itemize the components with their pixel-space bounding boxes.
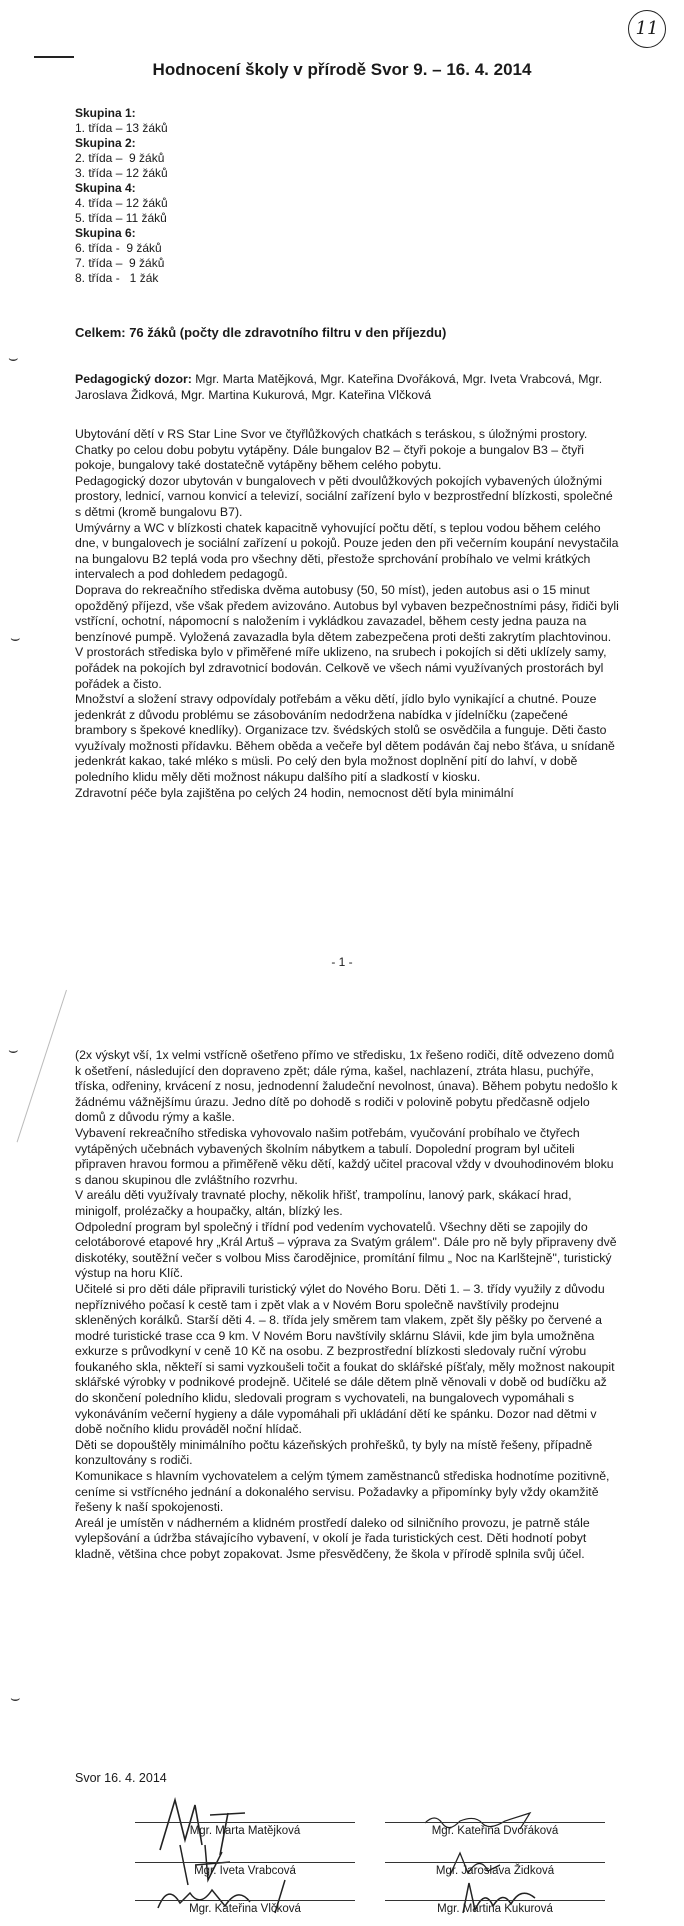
paragraph: Vybavení rekreačního střediska vyhovovalo našim potřebám, vyučování probíhalo ve čtyřech vytápěných učebnách vybavených školním nábytkem a tabulí. Dopolední program byl učiteli připraven hravou formou a přiměřeně věku dětí, každý učitel pracoval vždy v dvouhodinovém bloku s danou skupinou dle zvláštního rozvrhu. [75, 1125, 614, 1187]
signature-line: Mgr. Kateřina Vlčková [135, 1900, 355, 1915]
paragraph: Zdravotní péče byla zajištěna po celých 24 hodin, nemocnost dětí byla minimální [75, 785, 514, 800]
group-list [75, 106, 168, 286]
paragraph: Komunikace s hlavním vychovatelem a celým týmem zaměstnanců střediska hodnotíme pozitivně, ceníme si vstřícného jednání a dokonalého servisu. Požadavky a připomínky byly vždy okamžitě řešeny k naší spokojenosti. [75, 1469, 610, 1515]
pedagogical-supervision [75, 372, 620, 403]
paragraph: Učitelé si pro děti dále připravili turistický výlet do Nového Boru. Děti 1. – 3. třídy využily z důvodu nepříznivého počasí k cestě tam i zpět vlak a v Novém Boru společně navštívily prodejnu skleněných korálků. Starší děti 4. – 8. třída jely směrem tam vlakem, zpět šly pěšky po červené a modré turistické trase cca 9 km. V Novém Boru navštívily sklárnu Slávii, kde jim byla umožněna exkurze s průvodkyní v ceně 10 Kč na osobu. Z bezprostřední blízkosti sledovaly ruční výrobu foukaného skla, někteří si sami vyzkoušeli točit a foukat do sklářské píšťaly, měly možnost nakoupit sklářské výrobky v podnikové prodejně. Učitelé se dále dětem plně věnovali v době od budíčku až do skončení poledního klidu, sledovali program s vychovateli, na bungalovech vypomáhali s vykonáváním večerní hygieny a dále vypomáhali při ukládání dětí ke spánku. Dozor nad dětmi v době nočního klidu prováděl noční hlídač. [75, 1281, 615, 1437]
paragraph: Areál je umístěn v nádherném a klidném prostředí daleko od silničního provozu, je patrně stále vylepšování a údržba stávajícího vybavení, v okolí je řada turistických cest. Děti hodnotí pobyt kladně, většina chce pobyt zopakovat. Jsme přesvědčeny, že škola v přírodě splnila svůj účel. [75, 1515, 590, 1561]
signature-line: Mgr. Kateřina Dvořáková [385, 1822, 605, 1837]
paragraph: Děti se dopouštěly minimálního počtu kázeňských prohřešků, ty byly na místě řešeny, případně konzultovány s rodiči. [75, 1437, 593, 1468]
margin-tick-icon: ⌣ [8, 350, 19, 367]
group-class: 5. třída – 11 žáků [75, 211, 167, 225]
paragraph: Doprava do rekreačního střediska dvěma autobusy (50, 50 míst), jeden autobus asi o 15 minut opožděný příjezd, vše však předem avizováno. Autobus byl vybaven bezpečnostními pásy, řidiči byli vstřícní, ochotní, nápomocní s naložením i vykládkou zavazadel, během cesty jedna pauza na benzínové pumpě. Vyložená zavazadla byla dětem zabezpečena proti dešti zakrytím plachtovinou. [75, 582, 619, 644]
group-class: 7. třída – 9 žáků [75, 256, 165, 270]
circled-page-number: 11 [628, 10, 666, 48]
group-class: 1. třída – 13 žáků [75, 121, 168, 135]
group-name: Skupina 4: [75, 181, 136, 195]
group-class: 4. třída – 12 žáků [75, 196, 168, 210]
signature-line: Mgr. Martina Kukurová [385, 1900, 605, 1915]
paragraph: (2x výskyt vší, 1x velmi vstřícně ošetřeno přímo ve středisku, 1x řešeno rodiči, dítě odvezeno domů k ošetření, následující den dopraveno zpět; dále rýma, kašel, nachlazení, ztráta hlasu, puchýře, tříska, odřeniny, krvácení z nosu, jednodenní žaludeční nevolnost, únava). Během pobytu nedošlo k žádnému vážnějšímu úrazu. Jedno dítě po dohodě s rodiči v polovině pobytu předčasně odjelo domů z důvodu rýmy a kašle. [75, 1048, 618, 1125]
group-name: Skupina 2: [75, 136, 136, 150]
signature-line: Mgr. Iveta Vrabcová [135, 1862, 355, 1877]
total-pupils: Celkem: 76 žáků (počty dle zdravotního filtru v den příjezdu) [75, 325, 447, 340]
group-class: 6. třída - 9 žáků [75, 241, 162, 255]
page2-body [75, 1048, 620, 1563]
signature-line: Mgr. Marta Matějková [135, 1822, 355, 1837]
page-footer-number: - 1 - [331, 955, 353, 969]
paragraph: Pedagogický dozor ubytován v bungalovech v pěti dvoulůžkových pokojích vybavených úložnými prostory, lednicí, varnou konvicí a televizí, sociální zařízení bylo v bezprostřední blízkosti, společné s dětmi (kromě bungalovu B7). [75, 473, 613, 519]
margin-dash [34, 56, 74, 58]
pencil-stroke [17, 990, 67, 1142]
group-class: 3. třída – 12 žáků [75, 166, 168, 180]
group-name: Skupina 6: [75, 226, 136, 240]
document-title: Hodnocení školy v přírodě Svor 9. – 16. 4. 2014 [152, 60, 532, 79]
signing-date: Svor 16. 4. 2014 [75, 1771, 167, 1785]
paragraph: Ubytování dětí v RS Star Line Svor ve čtyřlůžkových chatkách s teráskou, s úložnými prostory. Chatky po celou dobu pobytu vytápěny. Dále bungalov B2 – čtyři pokoje a bungalov B3 – čtyři pokoje, bungalovy také dostatečně vytápěny během celého pobytu. [75, 427, 588, 473]
pedagogical-names: Mgr. Marta Matějková, Mgr. Kateřina Dvořáková, Mgr. Iveta Vrabcová, Mgr. Jaroslava Židková, Mgr. Martina Kukurová, Mgr. Kateřina Vlčková [75, 372, 603, 402]
pedagogical-label: Pedagogický dozor: [75, 372, 192, 386]
signature-line: Mgr. Jaroslava Židková [385, 1862, 605, 1877]
paragraph: V prostorách střediska bylo v přiměřené míře uklizeno, na srubech i pokojích si děti uklízely samy, pořádek na pokojích byl zdravotnicí bodován. Celkově ve všech námi využívaných prostorách byl pořádek a čisto. [75, 645, 607, 691]
margin-tick-icon: ⌣ [8, 1042, 19, 1059]
margin-tick-icon: ⌣ [10, 1690, 21, 1707]
paragraph: Množství a složení stravy odpovídaly potřebám a věku dětí, jídlo bylo vynikající a chutné. Pouze jedenkrát z důvodu problému se zásobováním nedodržena nabídka v jídelníčku (zapečené brambory s špekové knedlíky). Organizace tzv. švédských stolů se osvědčila a funguje. Děti často využívaly možnosti přídavku. Během oběda a večeře byl dětem podáván čaj nebo šťáva, u snídaně jedenkrát kakao, také mléko s müsli. Po celý den byla možnost doplnění pití do lahví, v době poledního klidu měly děti možnost nákupu dalšího pití a sladkostí v kiosku. [75, 692, 615, 785]
paragraph: Umývárny a WC v blízkosti chatek kapacitně vyhovující počtu dětí, s teplou vodou během celého dne, v bungalovech je sociální zařízení u pokojů. Pouze jeden den při večerním koupání nevystačila na bungalovu B2 teplá voda pro všechny děti, přestože sprchování probíhalo ve velmi krátkých intervalech a pod dohledem pedagogů. [75, 520, 619, 582]
group-class: 8. třída - 1 žák [75, 271, 159, 285]
paragraph: Odpolední program byl společný i třídní pod vedením vychovatelů. Všechny děti se zapojily do celotáborové etapové hry „Král Artuš – výprava za Svatým grálem". Dále pro ně byly připraveny dvě diskotéky, soutěžní večer s volbou Miss čarodějnice, promítání filmu „ Noc na Karlštejně", turistický výstup na horu Klíč. [75, 1219, 617, 1281]
page1-body [75, 427, 620, 801]
margin-tick-icon: ⌣ [10, 630, 21, 647]
paragraph: V areálu děti využívaly travnaté plochy, několik hřišť, trampolínu, lanový park, skákací hrad, minigolf, prolézačky a houpačky, altán, blízký les. [75, 1188, 572, 1218]
group-class: 2. třída – 9 žáků [75, 151, 165, 165]
group-name: Skupina 1: [75, 106, 136, 120]
